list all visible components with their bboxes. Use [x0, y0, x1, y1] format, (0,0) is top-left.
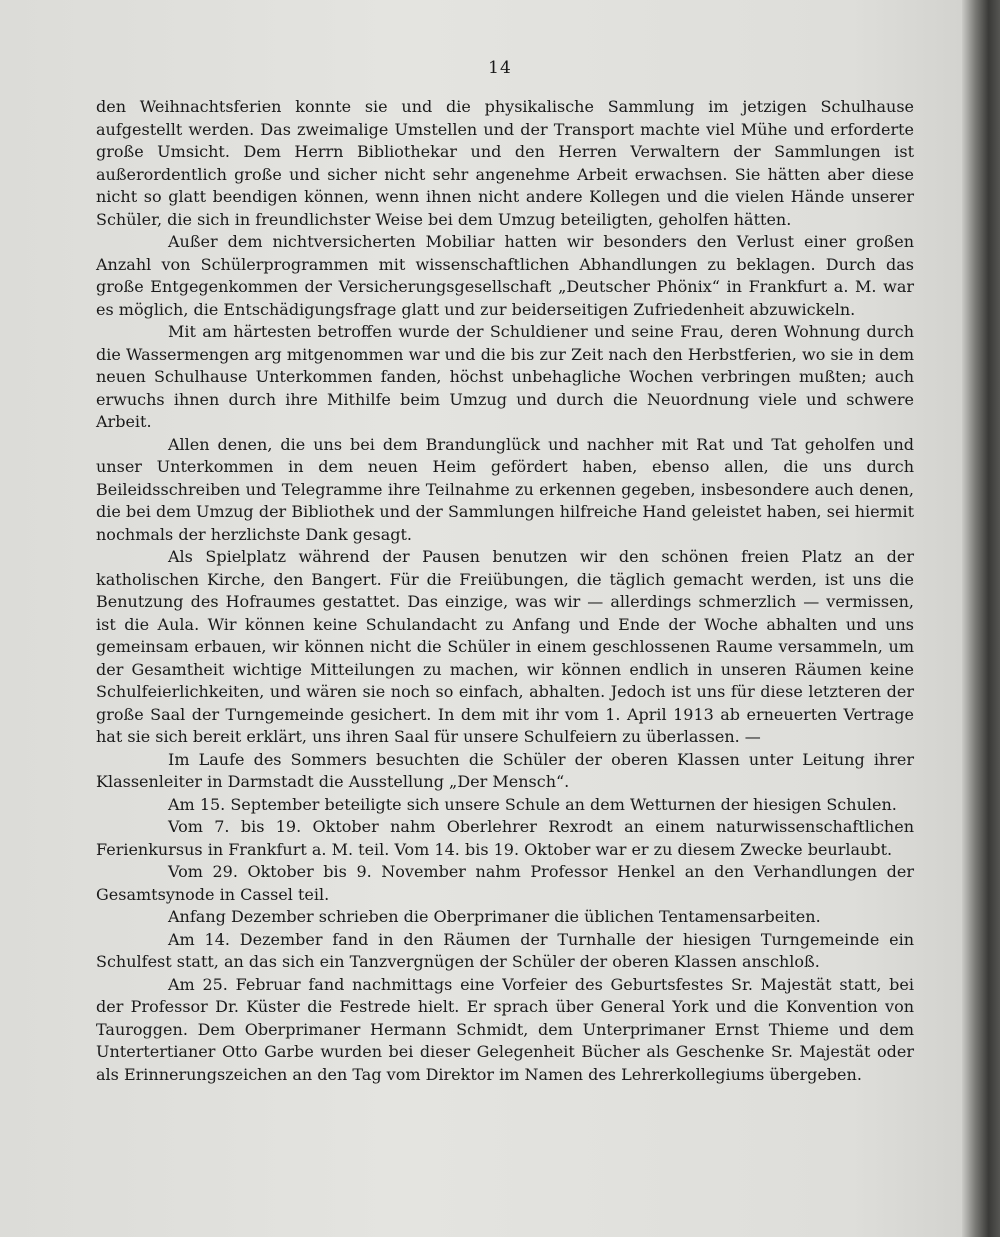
paragraph: den Weihnachtsferien konnte sie und die physikalische Sammlung im jetzigen Schulhause aufgestellt werden. Das zweimalige Umstellen und der Transport machte viel Mühe und erforderte große Umsicht. Dem Herrn Bibliothekar und den Herren Verwaltern der Sammlungen ist außerordentlich große und sicher nicht sehr angenehme Arbeit erwachsen. Sie hätten aber diese nicht so glatt beendigen können, wenn ihnen nicht andere Kollegen und die vielen Hände unserer Schüler, die sich in freundlichster Weise bei dem Umzug beteiligten, geholfen hätten.	[96, 97, 914, 229]
page-binding-shadow	[962, 0, 1000, 1237]
paragraph: Als Spielplatz während der Pausen benutzen wir den schönen freien Platz an der katholischen Kirche, den Bangert. Für die Freiübungen, die täglich gemacht werden, ist uns die Benutzung des Hofraumes gestattet. Das einzige, was wir — allerdings schmerzlich — vermissen, ist die Aula. Wir können keine Schulandacht zu Anfang und Ende der Woche abhalten und uns gemeinsam erbauen, wir können nicht die Schüler in einem geschlossenen Raume versammeln, um der Gesamtheit wichtige Mitteilungen zu machen, wir können endlich in unseren Räumen keine Schulfeierlichkeiten, und wären sie noch so einfach, abhalten. Jedoch ist uns für diese letzteren der große Saal der Turngemeinde gesichert. In dem mit ihr vom 1. April 1913 ab erneuerten Vertrage hat sie sich bereit erklärt, uns ihren Saal für unsere Schulfeiern zu überlassen. —	[96, 547, 914, 746]
paragraph: Im Laufe des Sommers besuchten die Schüler der oberen Klassen unter Leitung ihrer Klassenleiter in Darmstadt die Ausstellung „Der Mensch“.	[96, 749, 914, 791]
paragraph: Außer dem nichtversicherten Mobiliar hatten wir besonders den Verlust einer großen Anzahl von Schülerprogrammen mit wissenschaftlichen Abhandlungen zu beklagen. Durch das große Entgegenkommen der Versicherungsgesellschaft „Deutscher Phönix“ in Frankfurt a. M. war es möglich, die Entschädigungsfrage glatt und zur beiderseitigen Zufriedenheit abzuwickeln.	[96, 232, 914, 319]
paragraph: Allen denen, die uns bei dem Brandunglück und nachher mit Rat und Tat geholfen und unser Unterkommen in dem neuen Heim gefördert haben, ebenso allen, die uns durch Beileidsschreiben und Telegramme ihre Teilnahme zu erkennen gegeben, insbesondere auch denen, die bei dem Umzug der Bibliothek und der Sammlungen hilfreiche Hand geleistet haben, sei hiermit nochmals der herzlichste Dank gesagt.	[96, 434, 914, 544]
paragraph: Am 25. Februar fand nachmittags eine Vorfeier des Geburtsfestes Sr. Majestät statt, bei der Professor Dr. Küster die Festrede hielt. Er sprach über General York und die Konvention von Tauroggen. Dem Oberprimaner Hermann Schmidt, dem Unterprimaner Ernst Thieme und dem Untertertianer Otto Garbe wurden bei dieser Gelegenheit Bücher als Geschenke Sr. Majestät oder als Erinnerungszeichen an den Tag vom Direktor im Namen des Lehrerkollegiums übergeben.	[96, 974, 914, 1084]
paragraph: Mit am härtesten betroffen wurde der Schuldiener und seine Frau, deren Wohnung durch die Wassermengen arg mitgenommen war und die bis zur Zeit nach den Herbstferien, wo sie in dem neuen Schulhause Unterkommen fanden, höchst unbehagliche Wochen verbringen mußten; auch erwuchs ihnen durch ihre Mithilfe beim Umzug und durch die Neuordnung viele und schwere Arbeit.	[96, 322, 914, 431]
paragraph: Vom 7. bis 19. Oktober nahm Oberlehrer Rexrodt an einem naturwissenschaftlichen Ferienkursus in Frankfurt a. M. teil. Vom 14. bis 19. Oktober war er zu diesem Zwecke beurlaubt.	[96, 817, 914, 859]
paragraph: Am 14. Dezember fand in den Räumen der Turnhalle der hiesigen Turngemeinde ein Schulfest statt, an das sich ein Tanzvergnügen der Schüler der oberen Klassen anschloß.	[96, 929, 914, 971]
paragraph: Am 15. September beteiligte sich unsere Schule an dem Wetturnen der hiesigen Schulen.	[168, 794, 897, 814]
paragraph: Anfang Dezember schrieben die Oberprimaner die üblichen Tentamensarbeiten.	[168, 907, 821, 926]
body-text	[96, 96, 914, 1086]
page-number: 14	[488, 58, 512, 78]
paragraph: Vom 29. Oktober bis 9. November nahm Professor Henkel an den Verhandlungen der Gesamtsynode in Cassel teil.	[96, 862, 914, 904]
